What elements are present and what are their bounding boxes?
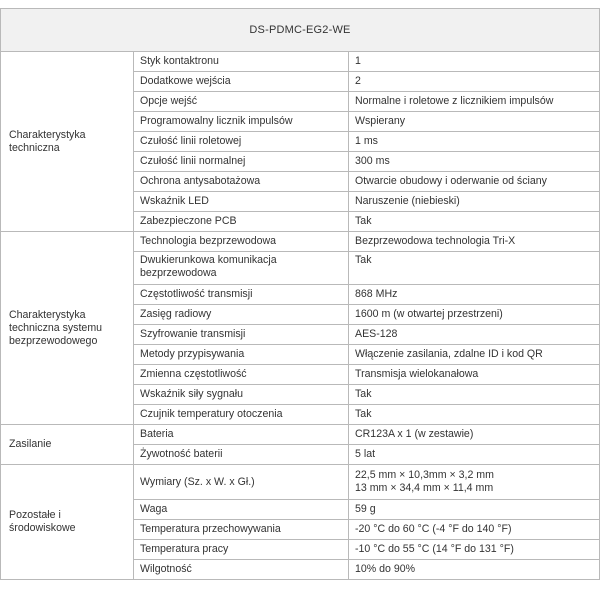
- param-cell: Technologia bezprzewodowa: [134, 232, 349, 252]
- param-cell: Zasięg radiowy: [134, 305, 349, 325]
- param-cell: Temperatura przechowywania: [134, 520, 349, 540]
- param-cell: Zmienna częstotliwość: [134, 365, 349, 385]
- param-cell: Bateria: [134, 425, 349, 445]
- param-cell: Dwukierunkowa komunikacja bezprzewodowa: [134, 252, 349, 285]
- value-cell: 10% do 90%: [349, 560, 600, 580]
- param-cell: Czułość linii normalnej: [134, 152, 349, 172]
- param-cell: Dodatkowe wejścia: [134, 72, 349, 92]
- dimensions-line-2: 13 mm × 34,4 mm × 11,4 mm: [355, 482, 494, 494]
- param-cell: Częstotliwość transmisji: [134, 285, 349, 305]
- value-cell: CR123A x 1 (w zestawie): [349, 425, 600, 445]
- value-cell: 5 lat: [349, 445, 600, 465]
- dimensions-line-1: 22,5 mm × 10,3mm × 3,2 mm: [355, 469, 494, 481]
- value-cell: -10 °C do 55 °C (14 °F do 131 °F): [349, 540, 600, 560]
- value-cell: 59 g: [349, 500, 600, 520]
- group-label-power: Zasilanie: [1, 425, 134, 465]
- value-cell: 1600 m (w otwartej przestrzeni): [349, 305, 600, 325]
- value-cell: 2: [349, 72, 600, 92]
- param-cell: Ochrona antysabotażowa: [134, 172, 349, 192]
- value-cell: Włączenie zasilania, zdalne ID i kod QR: [349, 345, 600, 365]
- value-cell: Wspierany: [349, 112, 600, 132]
- param-cell: Żywotność baterii: [134, 445, 349, 465]
- param-cell: Styk kontaktronu: [134, 52, 349, 72]
- table-title: DS-PDMC-EG2-WE: [1, 9, 600, 52]
- value-cell: Transmisja wielokanałowa: [349, 365, 600, 385]
- value-cell: Otwarcie obudowy i oderwanie od ściany: [349, 172, 600, 192]
- param-cell: Szyfrowanie transmisji: [134, 325, 349, 345]
- param-cell: Czułość linii roletowej: [134, 132, 349, 152]
- group-label-other: Pozostałe i środowiskowe: [1, 465, 134, 580]
- value-cell: Naruszenie (niebieski): [349, 192, 600, 212]
- value-cell: 1: [349, 52, 600, 72]
- value-cell-dimensions: [349, 465, 600, 500]
- param-cell: Czujnik temperatury otoczenia: [134, 405, 349, 425]
- value-cell: Tak: [349, 252, 600, 285]
- param-cell: Programowalny licznik impulsów: [134, 112, 349, 132]
- param-cell: Wilgotność: [134, 560, 349, 580]
- param-cell: Wymiary (Sz. x W. x Gł.): [134, 465, 349, 500]
- value-cell: Bezprzewodowa technologia Tri-X: [349, 232, 600, 252]
- param-cell: Temperatura pracy: [134, 540, 349, 560]
- param-cell: Wskaźnik siły sygnału: [134, 385, 349, 405]
- value-cell: Normalne i roletowe z licznikiem impulsów: [349, 92, 600, 112]
- param-cell: Wskaźnik LED: [134, 192, 349, 212]
- group-label-technical: Charakterystyka techniczna: [1, 52, 134, 232]
- param-cell: Metody przypisywania: [134, 345, 349, 365]
- param-cell: Zabezpieczone PCB: [134, 212, 349, 232]
- param-cell: Opcje wejść: [134, 92, 349, 112]
- value-cell: 300 ms: [349, 152, 600, 172]
- value-cell: Tak: [349, 405, 600, 425]
- param-cell: Waga: [134, 500, 349, 520]
- value-cell: 868 MHz: [349, 285, 600, 305]
- value-cell: AES-128: [349, 325, 600, 345]
- value-cell: Tak: [349, 212, 600, 232]
- value-cell: Tak: [349, 385, 600, 405]
- spec-sheet: [0, 8, 599, 580]
- spec-table: [0, 8, 600, 580]
- value-cell: -20 °C do 60 °C (-4 °F do 140 °F): [349, 520, 600, 540]
- group-label-wireless: Charakterystyka techniczna systemu bezprzewodowego: [1, 232, 134, 425]
- value-cell: 1 ms: [349, 132, 600, 152]
